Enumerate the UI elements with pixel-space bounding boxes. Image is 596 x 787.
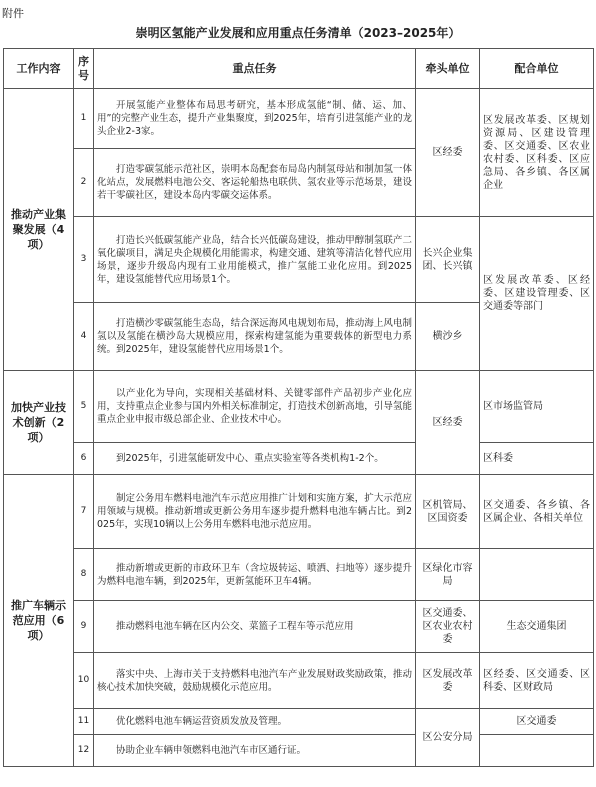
- category-cell: 加快产业技术创新（2项）: [4, 371, 74, 475]
- lead-cell: 区机管局、区国资委: [416, 475, 480, 549]
- lead-cell: 区发展改革委: [416, 653, 480, 709]
- task-cell: 协助企业车辆申领燃料电池汽车市区通行证。: [94, 735, 416, 767]
- coop-cell: [480, 549, 594, 601]
- table-row: [4, 443, 594, 475]
- header-coop: 配合单位: [480, 49, 594, 89]
- table-row: [4, 371, 594, 443]
- coop-cell: [480, 735, 594, 767]
- row-number: 7: [74, 475, 94, 549]
- table-row: [4, 653, 594, 709]
- attachment-label: 附件: [2, 7, 24, 20]
- lead-cell: 区公安分局: [416, 709, 480, 767]
- lead-cell: 区交通委、区农业农村委: [416, 601, 480, 653]
- table-row: [4, 735, 594, 767]
- coop-cell: 区经委、区交通委、区科委、区财政局: [480, 653, 594, 709]
- lead-cell: 区经委: [416, 89, 480, 217]
- table-row: [4, 709, 594, 735]
- header-category: 工作内容: [4, 49, 74, 89]
- lead-cell: 横沙乡: [416, 303, 480, 371]
- header-number: 序号: [74, 49, 94, 89]
- task-cell: 开展氢能产业整体布局思考研究，基本形成氢能“制、储、运、加、用”的完整产业生态，提升产业集聚度，到2025年，培育引进氢能产业的龙头企业2-3家。: [94, 89, 416, 149]
- table-row: [4, 549, 594, 601]
- row-number: 8: [74, 549, 94, 601]
- coop-cell: 区市场监管局: [480, 371, 594, 443]
- row-number: 3: [74, 217, 94, 303]
- task-cell: 打造横沙零碳氢能生态岛，结合深远海风电规划布局，推动海上风电制氢以及氢能在横沙岛大规模应用，探索构建氢能为重要载体的新型电力系统。到2025年，建设氢能替代应用场景1个。: [94, 303, 416, 371]
- row-number: 5: [74, 371, 94, 443]
- coop-cell: 区科委: [480, 443, 594, 475]
- lead-cell: 区绿化市容局: [416, 549, 480, 601]
- page-title: 崇明区氢能产业发展和应用重点任务清单（2023–2025年）: [135, 26, 461, 40]
- task-cell: 打造长兴低碳氢能产业岛，结合长兴低碳岛建设，推动甲醇制氢联产二氧化碳项目，满足央企规模化用能需求，构建交通、建筑等清洁化替代应用场景，逐步升级岛内现有工业用能模式，推广氢能工业化应用。到2025年，建设氢能替代应用场景1个。: [94, 217, 416, 303]
- row-number: 6: [74, 443, 94, 475]
- row-number: 4: [74, 303, 94, 371]
- table-row: [4, 217, 594, 303]
- category-cell: 推动产业集聚发展（4项）: [4, 89, 74, 371]
- lead-cell: 区经委: [416, 371, 480, 475]
- row-number: 1: [74, 89, 94, 149]
- coop-cell: 区发展改革委、区规划资源局、区建设管理委、区交通委、区农业农村委、区科委、区应急局、各乡镇、各区属企业: [480, 89, 594, 217]
- task-cell: 制定公务用车燃料电池汽车示范应用推广计划和实施方案，扩大示范应用领域与规模。推动新增或更新公务用车逐步提升燃料电池车辆占比。到2025年，实现10辆以上公务用车燃料电池示范应用。: [94, 475, 416, 549]
- task-cell: 以产业化为导向，实现相关基础材料、关键零部件产品初步产业化应用，支持重点企业参与国内外相关标准制定，打造技术创新高地，引导氢能重点企业申报市级总部企业、企业技术中心。: [94, 371, 416, 443]
- task-cell: 推动燃料电池车辆在区内公交、菜篮子工程车等示范应用: [94, 601, 416, 653]
- table-row: [4, 89, 594, 149]
- task-cell: 落实中央、上海市关于支持燃料电池汽车产业发展财政奖励政策，推动核心技术加快突破，鼓励规模化示范应用。: [94, 653, 416, 709]
- row-number: 12: [74, 735, 94, 767]
- table-header-row: [4, 49, 594, 89]
- task-cell: 打造零碳氢能示范社区，崇明本岛配套布局岛内制氢母站和制加氢一体化站点，发展燃料电池公交、客运轮船热电联供、氢农业等示范场景，建设若干零碳社区，建设本岛内零碳交运体系。: [94, 149, 416, 217]
- task-table: [3, 48, 594, 767]
- task-cell: 优化燃料电池车辆运营资质发放及管理。: [94, 709, 416, 735]
- task-cell: 推动新增或更新的市政环卫车（含垃圾转运、喷洒、扫地等）逐步提升为燃料电池车辆，到2025年，更新氢能环卫车4辆。: [94, 549, 416, 601]
- lead-cell: 长兴企业集团、长兴镇: [416, 217, 480, 303]
- coop-cell: 生态交通集团: [480, 601, 594, 653]
- coop-cell: 区交通委: [480, 709, 594, 735]
- row-number: 9: [74, 601, 94, 653]
- row-number: 2: [74, 149, 94, 217]
- row-number: 11: [74, 709, 94, 735]
- table-row: [4, 601, 594, 653]
- coop-cell: 区交通委、各乡镇、各区属企业、各相关单位: [480, 475, 594, 549]
- category-cell: 推广车辆示范应用（6项）: [4, 475, 74, 767]
- task-cell: 到2025年，引进氢能研发中心、重点实验室等各类机构1-2个。: [94, 443, 416, 475]
- header-task: 重点任务: [94, 49, 416, 89]
- coop-cell: 区发展改革委、区经委、区建设管理委、区交通委等部门: [480, 217, 594, 371]
- row-number: 10: [74, 653, 94, 709]
- table-row: [4, 475, 594, 549]
- header-lead: 牵头单位: [416, 49, 480, 89]
